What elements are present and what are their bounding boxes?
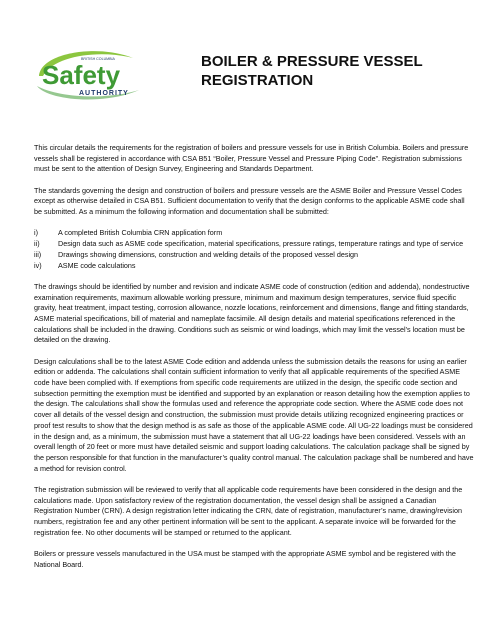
list-item-text: ASME code calculations: [58, 260, 136, 270]
title-line-1: BOILER & PRESSURE VESSEL: [201, 53, 423, 70]
logo-region-text: BRITISH COLUMBIA: [81, 57, 115, 61]
logo-word-main: Safety: [42, 60, 121, 90]
list-item-number: iii): [34, 249, 42, 259]
calculations-paragraph: Design calculations shall be to the latest ASME Code edition and addenda unless the submission details the reasons for using an earlier edition or addenda. The calculations shall contain sufficient information to verify that all applicable requirements of the specified ASME code have been complied with. If exemptions from specific code requirements are utilized in the design, the specific code section and subsection permitting the exemption must be identified and supported by an explanation or reason detailing how the exemption applies to the design. The calculations shall show the formulas used and reference the appropriate code section. Where the ASME code does not cover all details of the vessel design and construction, the submission must provide details utilizing recognized engineering practices or proof test results to show that the design method is as safe as those of the applicable ASME code. All UG-22 loadings must be considered in the design and, as a minimum, the submission must have a statement that all UG-22 loadings have been considered. Vessels with an overall length of 20 feet or more must have detailed seismic and support loading calculations. The calculation package shall be signed by the person responsible for that function in the manufacturer’s quality control manual. The calculation package shall be numbered and have a method for revision control.: [34, 356, 474, 473]
drawings-paragraph: The drawings should be identified by number and revision and indicate ASME code of construction (edition and addenda), nondestructive examination requirements, maximum allowable working pressure, minimum and maximum design temperatures, service fluid specific gravity, heat treatment, impact testing, corrosion allowance, nozzle locations, reinforcement and dimensions, flange and fitting standards, ASME material specifications, bill of material and nameplate facsimile. All design details and material specifications referenced in the calculations shall be included in the drawing. Conditions such as seismic or wind loadings, which may limit the vessel’s location must be detailed on the drawing.: [34, 281, 470, 345]
intro-paragraph: This circular details the requirements for the registration of boilers and pressure vessels for use in British Columbia. Boilers and pressure vessels shall be registered in accordance with CSA B51 “Boiler, Pressure Vessel and Pressure Piping Code”. Registration submissions must be sent to the attention of Design Survey, Engineering and Standards Department.: [34, 143, 469, 174]
document-body: [34, 143, 474, 581]
standards-paragraph: The standards governing the design and construction of boilers and pressure vessels are the ASME Boiler and Pressure Vessel Codes except as otherwise detailed in CSA B51. Sufficient documentation to verify that the design conforms to the applicable ASME code shall be submitted. As a minimum the following information and documentation shall be submitted:: [34, 185, 465, 217]
list-item: [34, 239, 474, 250]
list-item-number: ii): [34, 239, 40, 249]
review-paragraph: The registration submission will be reviewed to verify that all applicable code requirements have been considered in the design and the calculations made. Upon satisfactory review of the registration documentation, the vessel design shall be assigned a Canadian Registration Number (CRN). A design registration letter indicating the CRN, date of registration, manufacturer’s name, drawing/revision numbers, registration fee and any other pertinent information will be sent to the applicant. A separate invoice will be forwarded for the registration fee. No other documents will be stamped or returned to the applicant.: [34, 484, 463, 537]
logo-graphic: [33, 46, 147, 106]
list-item-number: iv): [34, 260, 42, 270]
document-title: [201, 52, 481, 90]
list-item: [34, 250, 474, 261]
logo-word-sub: AUTHORITY: [79, 90, 129, 97]
title-line-2: REGISTRATION: [201, 72, 314, 89]
list-item-text: Drawings showing dimensions, construction and welding details of the proposed vessel design: [58, 249, 359, 259]
safety-authority-logo: [33, 46, 147, 106]
list-item-text: A completed British Columbia CRN application form: [58, 228, 223, 238]
list-item: [34, 261, 474, 272]
list-item: [34, 228, 474, 239]
list-item-number: i): [34, 228, 38, 238]
usa-paragraph: Boilers or pressure vessels manufactured in the USA must be stamped with the appropriate ASME symbol and be registered with the National Board.: [34, 549, 456, 569]
requirements-list: [34, 228, 474, 271]
list-item-text: Design data such as ASME code specification, material specifications, pressure ratings, temperature ratings and type of service: [58, 239, 464, 249]
